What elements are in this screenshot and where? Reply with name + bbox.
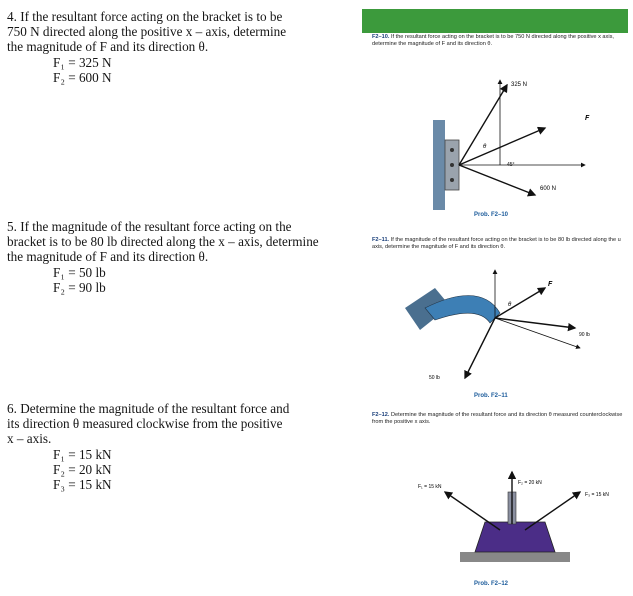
figure-f2-12 bbox=[400, 462, 628, 580]
textbook-accent-band bbox=[362, 9, 628, 33]
caption-f2-11 bbox=[372, 237, 628, 251]
prob-label-f2-10: Prob. F2–10 bbox=[474, 212, 509, 218]
problem-5 bbox=[7, 219, 362, 295]
figure-f2-11 bbox=[395, 268, 625, 388]
force-f1-arrow bbox=[445, 492, 500, 530]
problem-4-line-3: the magnitude of F and its direction θ. bbox=[7, 39, 209, 55]
problem-4-given-f1: F₁ = 325 N bbox=[53, 54, 112, 70]
caption-f2-10 bbox=[372, 34, 628, 48]
label-f12-f1: F₁ = 15 kN bbox=[418, 484, 442, 490]
label-f11-theta: θ bbox=[508, 302, 512, 308]
caption-f2-11-text: If the magnitude of the resultant force acting on the bracket is to be 80 lb directed along the u axis, determine the magnitude of F and its direction θ. bbox=[372, 237, 621, 250]
caption-f2-10-text: If the resultant force acting on the bracket is to be 750 N directed along the positive x axis, determine the magnitude of F and its direction θ. bbox=[372, 34, 614, 47]
problem-6-line-2: its direction θ measured clockwise from the positive bbox=[7, 416, 283, 432]
mounting-block bbox=[475, 522, 555, 552]
caption-f2-12-text: Determine the magnitude of the resultant force and its direction θ measured counterclockwise from the positive x axis. bbox=[372, 412, 623, 425]
label-f11-f: F bbox=[548, 281, 553, 288]
caption-f2-11-number: F2–11. bbox=[372, 237, 390, 243]
problem-6-given-f2: F₂ = 20 kN bbox=[53, 461, 112, 477]
problem-5-given-f1: F₁ = 50 lb bbox=[53, 264, 106, 280]
problem-5-line-2: bracket is to be 80 lb directed along the x – axis, determine bbox=[7, 234, 319, 250]
base-plate bbox=[460, 552, 570, 562]
label-f10-theta: θ bbox=[483, 144, 487, 150]
problem-4-given-f2: F₂ = 600 N bbox=[53, 69, 112, 85]
problem-4-line-1: 4. If the resultant force acting on the bracket is to be bbox=[7, 9, 283, 24]
label-f11-f2: 90 lb bbox=[579, 332, 590, 338]
problem-4 bbox=[7, 9, 347, 85]
label-f11-f1: 50 lb bbox=[429, 375, 440, 381]
force-f1-arrow bbox=[465, 318, 495, 378]
label-f10-angle: 45° bbox=[507, 162, 515, 168]
problem-6-line-3: x – axis. bbox=[7, 431, 52, 447]
problem-5-given-f2: F₂ = 90 lb bbox=[53, 279, 106, 295]
label-f10-f: F bbox=[585, 115, 590, 122]
problem-6 bbox=[7, 401, 352, 492]
prob-label-f2-11: Prob. F2–11 bbox=[474, 393, 508, 399]
problem-5-line-3: the magnitude of F and its direction θ. bbox=[7, 249, 209, 265]
problem-6-given-f1: F₁ = 15 kN bbox=[53, 446, 112, 462]
force-f-arrow bbox=[495, 288, 545, 318]
force-f2-arrow bbox=[459, 165, 535, 195]
caption-f2-12 bbox=[372, 412, 628, 426]
problem-6-line-1: 6. Determine the magnitude of the resultant force and bbox=[7, 401, 290, 416]
label-f12-f3: F₃ = 15 kN bbox=[585, 492, 609, 498]
figure-f2-10 bbox=[425, 70, 625, 210]
wall-support bbox=[433, 120, 445, 210]
label-f12-f2: F₂ = 20 kN bbox=[518, 480, 542, 486]
problem-5-line-1: 5. If the magnitude of the resultant force acting on the bbox=[7, 219, 292, 234]
problem-4-line-2: 750 N directed along the positive x – axis, determine bbox=[7, 24, 287, 40]
caption-f2-12-number: F2–12. bbox=[372, 412, 390, 418]
caption-f2-10-number: F2–10. bbox=[372, 34, 390, 40]
force-f-arrow bbox=[459, 128, 545, 165]
force-f2-arrow bbox=[495, 318, 575, 328]
u-axis bbox=[495, 318, 580, 348]
force-f3-arrow bbox=[525, 492, 580, 530]
prob-label-f2-12: Prob. F2–12 bbox=[474, 581, 509, 587]
problem-6-given-f3: F₃ = 15 kN bbox=[53, 477, 112, 493]
label-f10-f1: 325 N bbox=[511, 82, 528, 88]
label-f10-f2: 600 N bbox=[540, 186, 557, 192]
